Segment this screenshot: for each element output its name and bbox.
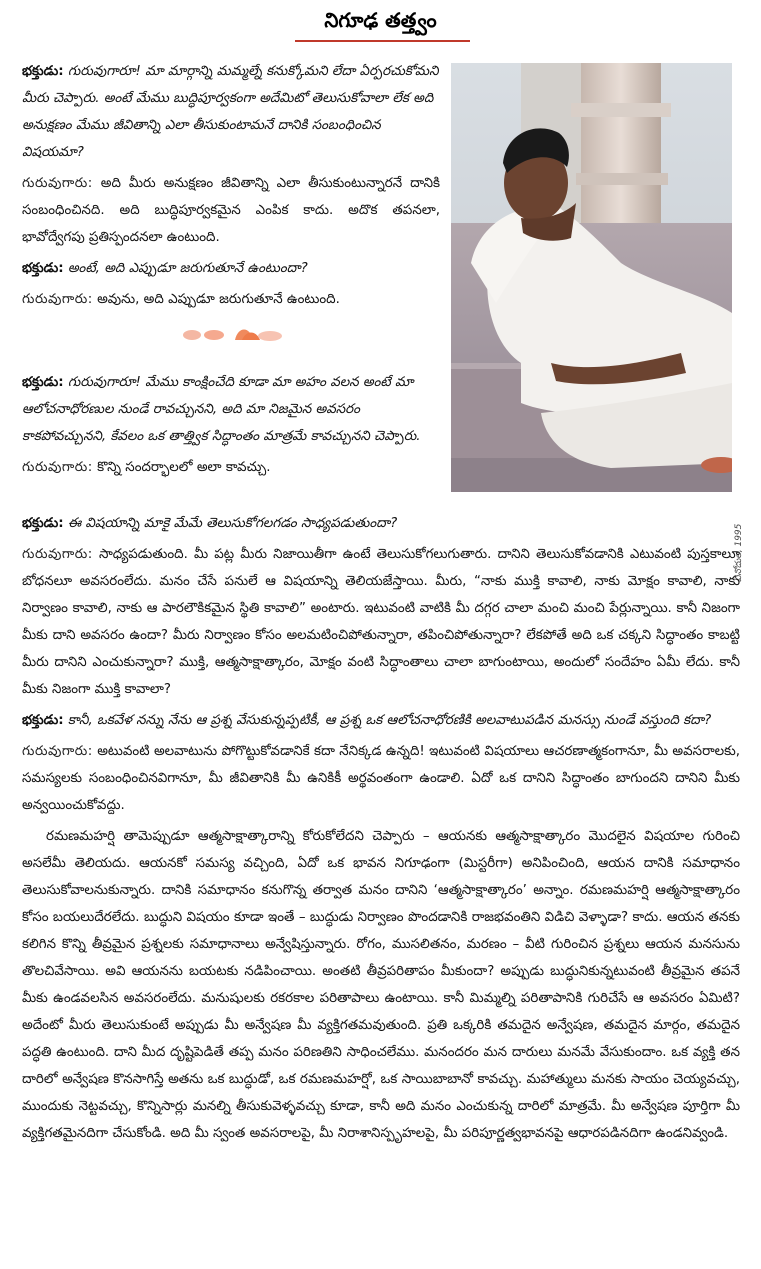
qa-question [22,58,440,166]
qa-answer [22,454,440,481]
question-text: కానీ, ఒకవేళ నన్ను నేను ఆ ప్రశ్న వేసుకున్నప్పటికీ, ఆ ప్రశ్న ఒక ఆలోచనాధోరణికి అలవాటుపడిన మనస్సు నుండే వస్తుంది కదా? [67,713,712,728]
speaker-disciple-label: భక్తుడు: [22,516,64,531]
page-title: నిగూఢ తత్త్వం [324,8,437,32]
speaker-guru-label: గురువుగారు: [22,547,93,562]
qa-answer [22,738,740,819]
speaker-guru-label: గురువుగారు: [22,292,93,307]
qa-question [22,369,440,450]
guru-portrait-photo [451,63,732,492]
qa-question [22,510,740,537]
answer-text: కొన్ని సందర్భాలలో అలా కావచ్చు. [97,460,271,475]
question-text: అంటే, అది ఎప్పుడూ జరుగుతూనే ఉంటుందా? [67,261,308,276]
answer-text: అది మీరు అనుక్షణం జీవితాన్ని ఎలా తీసుకుంటున్నారనే దానికి సంబంధించినది. అది బుద్ధిపూర్వకమైన ఎంపిక కాదు. అదొక తపనలా, భావోద్వేగపు ప్రతిస్పందనలా ఉంటుంది. [22,176,440,245]
qa-answer [22,541,740,703]
qa-question [22,255,440,282]
title-underline [295,40,470,42]
qa-answer [22,286,440,313]
answer-text: సాధ్యపడుతుంది. మీ పట్ల మీరు నిజాయితీగా ఉంటే తెలుసుకోగలుగుతారు. దానిని తెలుసుకోవడానికి ఎటువంటి పుస్తకాలూ బోధనలూ అవసరంలేదు. మనం చేసే పనులే ఆ విషయాన్ని తెలియజేస్తాయి. మీరు, “నాకు ముక్తి కావాలి, నాకు మోక్షం కావాలి, నాకు నిర్వాణం కావాలి, నాకు ఆ పారలౌకికమైన స్థితి కావాలి” అంటారు. ఇటువంటి వాటికి మీ దగ్గర చాలా మంచి మంచి పేర్లున్నాయి. కానీ నిజంగా మీకు దాని అవసరం ఉందా? మీరు నిర్వాణం కోసం అలమటించిపోతున్నారా, తపించిపోతున్నారా? లేకపోతే అది ఒక చక్కని సిద్ధాంతం కాబట్టి మీరు దానిని ఎంచుకున్నారా? ముక్తి, ఆత్మసాక్షాత్కారం, మోక్షం వంటి సిద్ధాంతాలు చాలా బాగుంటాయి, అందులో సందేహం ఏమీ లేదు. కానీ మీకు నిజంగా ముక్తి కావాలా? [22,547,740,697]
speaker-guru-label: గురువుగారు: [22,460,93,475]
answer-text: అటువంటి అలవాటును పోగొట్టుకోవడానికే కదా నేనిక్కడ ఉన్నది! ఇటువంటి విషయాలు ఆచరణాత్మకంగానూ, మీ అవసరాలకు, సమస్యలకు సంబంధించినవిగానూ, మీ జీవితానికి మీ ఉనికికీ అర్థవంతంగా ఉండాలి. ఏదో ఒక దానిని సిద్ధాంతం బాగుందని దానిని మీకు అన్వయించుకోవద్దు. [22,744,740,813]
speaker-guru-label: గురువుగారు: [22,744,93,759]
answer-text: అవును, అది ఎప్పుడూ జరుగుతూనే ఉంటుంది. [97,292,340,307]
question-text: గురువుగారూ! మా మార్గాన్ని మమ్మల్నే కనుక్కోమని లేదా ఏర్పరచుకోమని మీరు చెప్పారు. అంటే మేము బుద్ధిపూర్వకంగా అదేమిటో తెలుసుకోవాలా లేక అది అనుక్షణం మేము జీవితాన్ని ఎలా తీసుకుంటామనే దానికి సంబంధించిన విషయమా? [22,64,439,160]
speaker-guru-label: గురువుగారు: [22,176,93,191]
question-text: గురువుగారూ! మేము కాంక్షించేది కూడా మా అహం వలన అంటే మా ఆలోచనాధోరణుల నుండే రావచ్చునని, అది మా నిజమైన అవసరం కాకపోవచ్చునని, కేవలం ఒక తాత్త్విక సిద్ధాంతం మాత్రమే కావచ్చునని చెప్పారు. [22,375,421,444]
qa-section-top [22,58,440,485]
speaker-disciple-label: భక్తుడు: [22,261,64,276]
lotus-petals-ornament-icon [180,322,290,344]
photo-credit: వినోదుల, 1995 [734,523,744,582]
qa-section-bottom [22,510,740,1151]
narrative-paragraph: రమణమహర్షి తామెప్పుడూ ఆత్మసాక్షాత్కారాన్ని కోరుకోలేదని చెప్పారు – ఆయనకు ఆత్మసాక్షాత్కారం మొదలైన విషయాల గురించి అసలేమీ తెలియదు. ఆయనకో సమస్య వచ్చింది, ఏదో ఒక భావన నిగూఢంగా (మిస్టరీగా) అనిపించింది, ఆయన దానికి సమాధానం తెలుసుకోవాలనుకున్నారు. దానికి సమాధానం కనుగొన్న తర్వాత మనం దానిని ‘ఆత్మసాక్షాత్కారం’ అన్నాం. రమణమహర్షి ఆత్మసాక్షాత్కారం కోసం బయలుదేరలేదు. బుద్ధుని విషయం కూడా ఇంతే – బుద్ధుడు నిర్వాణం పొందడానికి రాజభవంతిని విడిచి వెళ్ళాడా? కాదు. ఆయన తనకు కలిగిన కొన్ని తీవ్రమైన ప్రశ్నలకు సమాధానాలు అన్వేషిస్తున్నారు. రోగం, ముసలితనం, మరణం – వీటి గురించిన ప్రశ్నలు ఆయన మనసును తొలచివేసాయి. అవి ఆయనను బయటకు నడిపించాయి. అంతటి తీవ్రపరితాపం మీకుందా? అప్పుడు బుద్ధునికున్నటువంటి తీవ్రమైన తపనే మీకు ఉండవలసిన అవసరంలేదు. మనుషులకు రకరకాల పరితాపాలు ఉంటాయి. కానీ మిమ్మల్ని పరితాపానికి గురిచేసే ఆ అవసరం ఏమిటి? అదేంటో మీరు తెలుసుకుంటే అప్పుడు మీ అన్వేషణ మీ వ్యక్తిగతమవుతుంది. ప్రతి ఒక్కరికి తమదైన అన్వేషణ, తమదైన మార్గం, తమదైన పద్ధతి ఉంటుంది. దాని మీద దృష్టిపెడితే తప్ప మనం పరిణతిని సాధించలేము. మనందరం మన దారులు మనమే వేసుకుందాం. ఒక వ్యక్తి తన దారిలో అన్వేషణ కొనసాగిస్తే అతను ఒక బుద్ధుడో, ఒక రమణమహర్షో, ఒక సాయిబాబానో కావచ్చు. మహాత్ములు మనకు సాయం చెయ్యవచ్చు, ముందుకు నెట్టవచ్చు, కొన్నిసార్లు మనల్ని తీసుకువెళ్ళవచ్చు కూడా, కానీ అది మనం ఎంచుకున్న దారిలో మాత్రమే. మీ అన్వేషణ పూర్తిగా మీ వ్యక్తిగతమైనదిగా చేసుకోండి. అది మీ స్వంత అవసరాలపై, మీ నిరాశానిస్పృహలపై, మీ పరిపూర్ణత్వభావనపై ఆధారపడినదిగా ఉండనివ్వండి. [22,829,740,1141]
speaker-disciple-label: భక్తుడు: [22,375,64,390]
qa-answer [22,170,440,251]
speaker-disciple-label: భక్తుడు: [22,64,64,79]
qa-question [22,707,740,734]
speaker-disciple-label: భక్తుడు: [22,713,64,728]
question-text: ఈ విషయాన్ని మాకై మేమే తెలుసుకోగలగడం సాధ్యపడుతుందా? [67,516,398,531]
